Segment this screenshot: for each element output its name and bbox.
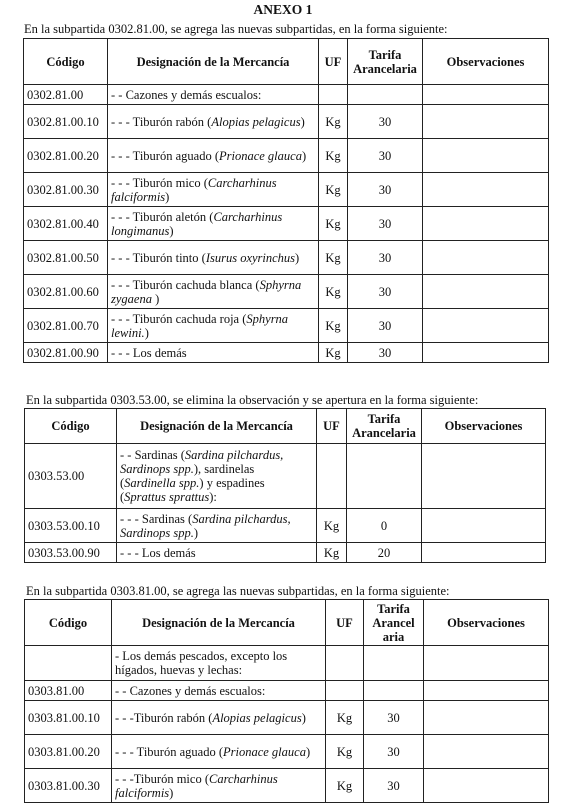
cell-code: 0303.81.00.10 — [25, 701, 112, 735]
cell-code: 0302.81.00.70 — [24, 309, 108, 343]
table-row — [24, 207, 549, 241]
cell-desc: - - -Tiburón mico (Carcharhinus falciformis) — [112, 769, 326, 803]
cell-tarifa: 0 — [347, 509, 422, 543]
cell-desc: - - - Tiburón cachuda roja (Sphyrna lewini.) — [108, 309, 319, 343]
col-tarifa: Tarifa Arancelaria — [348, 39, 423, 85]
cell-tarifa: 30 — [348, 343, 423, 363]
cell-tarifa: 20 — [347, 543, 422, 563]
col-designacion: Designación de la Mercancía — [117, 409, 317, 444]
table-row — [25, 735, 549, 769]
section3-intro: En la subpartida 0303.81.00, se agrega las nuevas subpartidas, en la forma siguiente: — [26, 584, 450, 598]
col-designacion: Designación de la Mercancía — [108, 39, 319, 85]
table-row — [24, 275, 549, 309]
table-row — [24, 139, 549, 173]
cell-uf: Kg — [319, 275, 348, 309]
cell-code: 0302.81.00.50 — [24, 241, 108, 275]
col-observaciones: Observaciones — [424, 600, 549, 646]
cell-code: 0303.53.00.10 — [25, 509, 117, 543]
cell-desc: - - - Tiburón aguado (Prionace glauca) — [112, 735, 326, 769]
table-row — [25, 681, 549, 701]
cell-tarifa: 30 — [364, 769, 424, 803]
table-row — [24, 105, 549, 139]
table-0303-81 — [24, 599, 549, 803]
section2-intro: En la subpartida 0303.53.00, se elimina la observación y se apertura en la forma siguiente: — [26, 393, 479, 407]
cell-code: 0303.53.00.90 — [25, 543, 117, 563]
cell-code: 0303.81.00.30 — [25, 769, 112, 803]
cell-uf: Kg — [319, 241, 348, 275]
cell-tarifa: 30 — [348, 139, 423, 173]
table-row — [25, 543, 546, 563]
table-0303-53 — [24, 408, 546, 563]
cell-desc: - - - Tiburón rabón (Alopias pelagicus) — [108, 105, 319, 139]
cell-uf: Kg — [319, 105, 348, 139]
cell-tarifa: 30 — [348, 173, 423, 207]
col-designacion: Designación de la Mercancía — [112, 600, 326, 646]
table-row — [25, 444, 546, 509]
col-tarifa: Tarifa Arancelaria — [347, 409, 422, 444]
cell-uf: Kg — [317, 543, 347, 563]
cell-desc: - - - Los demás — [108, 343, 319, 363]
cell-desc: - - - Sardinas (Sardina pilchardus, Sardinops spp.) — [117, 509, 317, 543]
cell-uf: Kg — [326, 735, 364, 769]
cell-code: 0302.81.00.90 — [24, 343, 108, 363]
col-codigo: Código — [25, 409, 117, 444]
col-uf: UF — [319, 39, 348, 85]
cell-desc: - - - Los demás — [117, 543, 317, 563]
col-observaciones: Observaciones — [423, 39, 549, 85]
cell-desc: - - - Tiburón aletón (Carcharhinus longimanus) — [108, 207, 319, 241]
cell-code: 0303.81.00.20 — [25, 735, 112, 769]
section1-intro: En la subpartida 0302.81.00, se agrega las nuevas subpartidas, en la forma siguiente: — [24, 22, 448, 36]
cell-tarifa: 30 — [348, 241, 423, 275]
col-codigo: Código — [25, 600, 112, 646]
cell-desc: - - - Tiburón aguado (Prionace glauca) — [108, 139, 319, 173]
cell-uf: Kg — [326, 769, 364, 803]
cell-code: 0302.81.00.40 — [24, 207, 108, 241]
cell-tarifa: 30 — [364, 735, 424, 769]
cell-code: 0303.53.00 — [25, 444, 117, 509]
cell-desc: - - Sardinas (Sardina pilchardus, Sardinops spp.), sardinelas (Sardinella spp.) y espadines (Sprattus sprattus): — [117, 444, 317, 509]
col-observaciones: Observaciones — [422, 409, 546, 444]
cell-uf: Kg — [317, 509, 347, 543]
table-row — [25, 509, 546, 543]
cell-desc: - - -Tiburón rabón (Alopias pelagicus) — [112, 701, 326, 735]
cell-tarifa: 30 — [348, 275, 423, 309]
table-row — [25, 646, 549, 681]
cell-desc: - Los demás pescados, excepto los hígados, huevas y lechas: — [112, 646, 326, 681]
cell-code: 0302.81.00.60 — [24, 275, 108, 309]
col-codigo: Código — [24, 39, 108, 85]
table-row — [24, 309, 549, 343]
table-0302 — [23, 38, 549, 363]
cell-code: 0302.81.00.10 — [24, 105, 108, 139]
cell-desc: - - - Tiburón mico (Carcharhinus falciformis) — [108, 173, 319, 207]
col-uf: UF — [326, 600, 364, 646]
cell-uf: Kg — [319, 139, 348, 173]
cell-desc: - - - Tiburón tinto (Isurus oxyrinchus) — [108, 241, 319, 275]
cell-code: 0302.81.00.30 — [24, 173, 108, 207]
cell-desc: - - - Tiburón cachuda blanca (Sphyrna zygaena ) — [108, 275, 319, 309]
cell-code: 0302.81.00 — [24, 85, 108, 105]
table-row — [24, 241, 549, 275]
cell-tarifa: 30 — [348, 105, 423, 139]
cell-code: 0303.81.00 — [25, 681, 112, 701]
col-uf: UF — [317, 409, 347, 444]
cell-tarifa: 30 — [348, 207, 423, 241]
table-row — [25, 769, 549, 803]
cell-uf: Kg — [326, 701, 364, 735]
cell-code: 0302.81.00.20 — [24, 139, 108, 173]
cell-tarifa: 30 — [364, 701, 424, 735]
col-tarifa: Tarifa Arancel aria — [364, 600, 424, 646]
cell-desc: - - Cazones y demás escualos: — [108, 85, 319, 105]
page-title: ANEXO 1 — [253, 2, 313, 17]
table-row — [24, 173, 549, 207]
table-row — [25, 701, 549, 735]
cell-desc: - - Cazones y demás escualos: — [112, 681, 326, 701]
table-row — [24, 85, 549, 105]
cell-uf: Kg — [319, 343, 348, 363]
table-row — [24, 343, 549, 363]
cell-uf: Kg — [319, 309, 348, 343]
cell-uf: Kg — [319, 207, 348, 241]
cell-uf: Kg — [319, 173, 348, 207]
cell-tarifa: 30 — [348, 309, 423, 343]
